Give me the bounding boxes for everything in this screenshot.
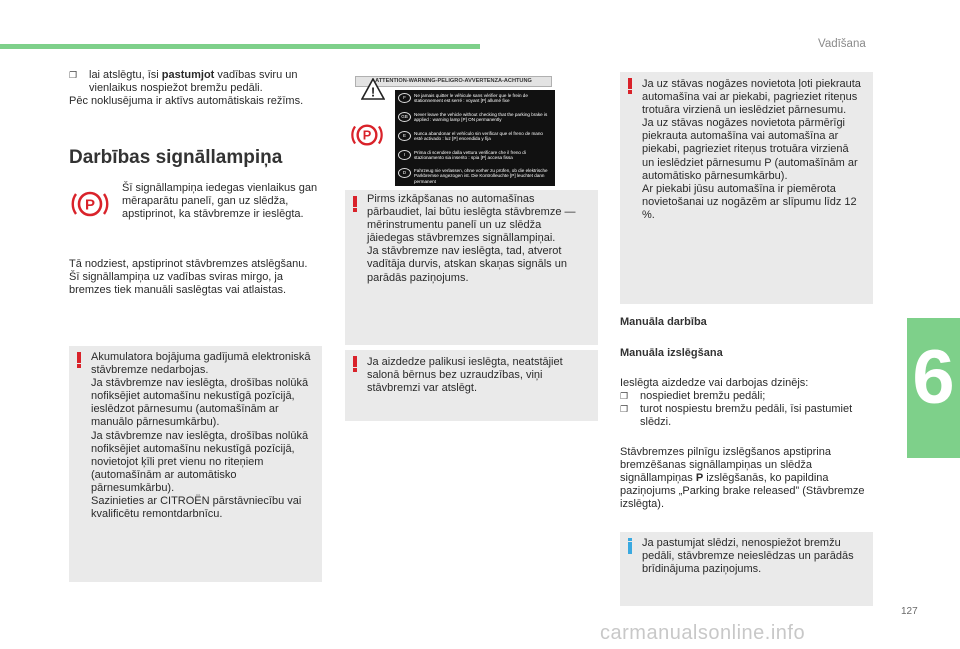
step-item [620,403,873,429]
label-row-i [398,150,549,161]
label-row-text: Prima di scendere dalla vettura verificare che il freno di stazionamento sia inserito : spia [P] accesa fissa [414,150,526,161]
info-box-no-pedal [620,532,873,606]
svg-text:P: P [362,127,372,143]
release-confirmation [620,446,873,511]
warning-box-children [345,350,598,421]
warning-text: Ja aizdedze palikusi ieslēgta, neatstājiet salonā bērnus bez uzraudzības, viņi stāvbremzi var atslēgt. [367,356,563,395]
label-text-panel [395,90,555,186]
flag-badge: F [398,93,411,103]
warning-text: Ja uz stāvas nogāzes novietota ļoti piekrauta automašīna vai ar piekabi, pagrieziet riteņus trotuāra virzienā un ieslēdziet pārnesumu. Ja uz stāvas nogāzes novietota pārmērīgi piekrauta automašīna vai automašīna ar piekabi, pagrieziet riteņus trotuāra virzienā un ieslēdziet pārnesumu P (automašīnām ar automātisko pārnesumkārbu). Ar piekabi jūsu automašīna ir piemērota novietošanai uz nogāzēm ar slīpumu līdz 12 %. [642,78,861,221]
heading-operation-lamp: Darbības signāllampiņa [69,147,283,168]
confirmation-bold: P [695,472,704,485]
steps-intro: Ieslēgta aizdedze vai darbojas dzinējs: [620,377,809,389]
warning-label-image [345,72,598,186]
bullet-icon: ❐ [69,70,78,80]
intro-rest: vadības sviru un vienlaikus nospiežot bremžu pedāli. [89,69,298,95]
warning-text: Akumulatora bojājuma gadījumā elektroniskā stāvbremze nedarbojas. Ja stāvbremze nav ieslēgta, drošības nolūkā nofiksējiet automašīnu nekustīgā pozīcijā, ieslēdzot pārnesumu (automašīnām ar manuālo pārnesumkārbu). Ja stāvbremze nav ieslēgta, drošības nolūkā nofiksējiet automašīnu nekustīgā pozīcijā, novietojot ķīli pret vienu no riteņiem (automašīnām ar automātisko pārnesumkārbu). Sazinieties ar CITROËN pārstāvniecību vai kvalificētu remontdarbnīcu. [91,351,311,521]
intro-text: lai atslēgtu, īsi [89,69,162,81]
confirmation-rest: izslēgšanās, ko papildina paziņojums „Parking brake released” (Stāvbremze izslēgta). [620,472,865,511]
svg-text:P: P [84,196,96,214]
warning-icon [77,352,81,368]
section-title: Vadīšana [818,38,866,50]
bullet-icon: ❐ [620,391,629,402]
info-icon [628,538,632,554]
warning-icon [628,78,632,94]
parking-brake-icon [70,184,110,224]
label-row-d [398,168,549,184]
flag-badge: GB [398,112,411,122]
flag-badge: D [398,168,411,178]
chapter-number: 6 [912,335,955,420]
col1-intro [69,69,322,108]
step-text: turot nospiestu bremžu pedāli, īsi pastumiet slēdzi. [640,403,853,429]
flag-badge: I [398,150,411,160]
label-row-text: Ne jamais quitter le véhicule sans vérifier que le frein de stationnement est serré : voyant [P] allumé fixe [414,93,528,104]
heading-manual-operation: Manuāla darbība [620,316,707,328]
col1-paragraphs [69,258,322,297]
warning-icon [353,356,357,372]
flag-badge: E [398,131,411,141]
label-title: ATTENTION-WARNING-PELIGRO-AVVERTENZA-ACHTUNG [355,76,552,87]
heading-manual-release: Manuāla izslēgšana [620,347,723,359]
label-row-text: Never leave the vehicle without checking that the parking brake is applied : warning lamp [P] ON permanently [414,112,548,123]
watermark: carmanualsonline.info [600,622,806,644]
label-row-text: Nunca abandonar el vehículo sin verificar que el freno de mano esté activado : luz [P] encendida y fija [414,131,543,142]
warning-text: Pirms izkāpšanas no automašīnas pārbaudiet, lai būtu ieslēgta stāvbremze — mērinstrumentu panelī un uz slēdža jāiedegas stāvbremzes signāllampiņai. Ja stāvbremze nav ieslēgta, tad, atverot vadītāja durvis, atskan skaņas signāls un parādās paziņojums. [367,193,576,284]
warning-box-leaving [345,190,598,345]
chapter-tab [907,318,960,458]
label-row-f [398,93,549,104]
para-lamp-off: Tā nodziest, apstiprinot stāvbremzes atslēgšanu. [69,258,308,270]
info-text: Ja pastumjat slēdzi, nenospiežot bremžu pedāli, stāvbremze neieslēdzas un parādās brīdinājuma paziņojums. [642,537,854,576]
warning-box-slope [620,72,873,304]
warning-box-battery [69,346,322,582]
page-number: 127 [901,606,918,617]
manual-release-steps [620,377,873,429]
intro-bold: pastumjot [161,69,215,81]
intro-after: Pēc noklusējuma ir aktīvs automātiskais režīms. [69,95,304,108]
label-row-e [398,131,549,142]
bullet-icon: ❐ [620,404,629,415]
warning-triangle-icon [361,78,385,100]
step-item [620,390,873,403]
parking-brake-icon [350,118,384,152]
label-row-text: Fahrzeug nie verlassen, ohne vorher zu prüfen, ob die elektrische Parkbremse angezogen ist. Die Kontrolleuchte [P] leuchtet dann permanent [414,168,548,184]
svg-text:!: ! [370,84,376,100]
para-lamp-flash: Šī signāllampiņa uz vadības sviras mirgo, ja bremzes tiek manuāli saslēgtas vai atlaistas. [69,271,287,297]
confirmation-text: Stāvbremzes pilnīgu izslēgšanos apstiprina bremzēšanas signāllampiņas un slēdža signāllampiņas [620,446,831,485]
label-row-gb [398,112,549,123]
warning-icon [353,196,357,212]
header-accent-bar [0,44,480,49]
lamp-description: Šī signāllampiņa iedegas vienlaikus gan mēraparātu panelī, gan uz slēdža, apstiprinot, ka stāvbremze ir ieslēgta. [122,182,318,221]
step-text: nospiediet bremžu pedāli; [640,390,766,403]
